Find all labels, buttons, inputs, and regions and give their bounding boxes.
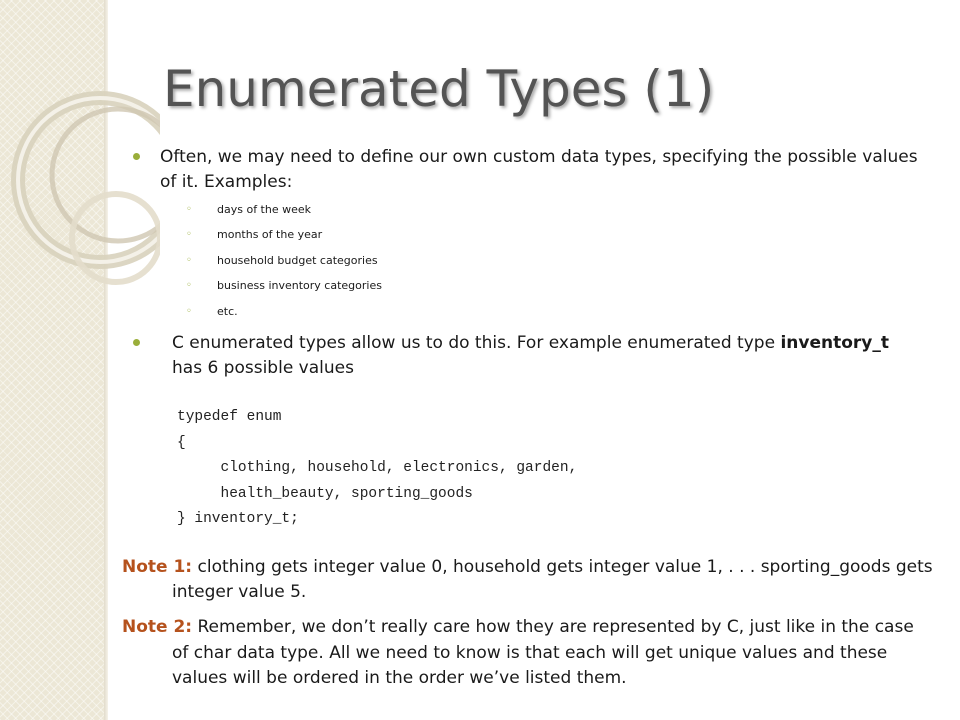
sub-bullet-icon: ◦ xyxy=(186,280,192,291)
note2-label: Note 2: xyxy=(122,617,193,637)
bullet1-line2: of it. Examples: xyxy=(160,172,293,192)
note1-line2: integer value 5. xyxy=(172,582,307,602)
note1-line1 xyxy=(122,555,933,579)
sub-bullet-icon: ◦ xyxy=(186,204,192,215)
example-item: business inventory categories xyxy=(217,279,382,292)
code-line: typedef enum xyxy=(177,409,282,425)
slide-title: Enumerated Types (1) xyxy=(163,60,715,118)
code-line: health_beauty, sporting_goods xyxy=(177,485,473,502)
note1-label: Note 1: xyxy=(122,557,193,577)
bullet2-line1 xyxy=(172,331,889,355)
code-line: clothing, household, electronics, garden, xyxy=(177,460,578,476)
code-block xyxy=(177,405,577,533)
note1-text: clothing gets integer value 0, household gets integer value 1, . . . sporting_goods gets xyxy=(192,557,933,577)
bullet2-type-name: inventory_t xyxy=(780,333,889,353)
example-item: months of the year xyxy=(217,228,323,241)
bullet-icon xyxy=(133,339,140,346)
note2-line3: values will be ordered in the order we’ve listed them. xyxy=(172,668,627,688)
decorative-rings xyxy=(0,0,160,330)
code-line: } inventory_t; xyxy=(177,511,299,527)
bullet2-line2: has 6 possible values xyxy=(172,358,354,378)
bullet1-line1: Often, we may need to define our own custom data types, specifying the possible values xyxy=(160,147,918,167)
note2-text: Remember, we don’t really care how they are represented by C, just like in the case xyxy=(192,617,914,637)
sub-bullet-icon: ◦ xyxy=(186,306,192,317)
note2-line1 xyxy=(122,615,914,639)
example-item: household budget categories xyxy=(217,254,378,267)
sub-bullet-icon: ◦ xyxy=(186,255,192,266)
example-item: days of the week xyxy=(217,203,312,216)
code-line: { xyxy=(177,434,186,451)
example-item: etc. xyxy=(217,305,238,318)
note2-line2: of char data type. All we need to know is that each will get unique values and these xyxy=(172,643,888,663)
sub-bullet-icon: ◦ xyxy=(186,229,192,240)
bullet-icon xyxy=(133,153,140,160)
bullet2-text: C enumerated types allow us to do this. For example enumerated type xyxy=(172,333,781,353)
